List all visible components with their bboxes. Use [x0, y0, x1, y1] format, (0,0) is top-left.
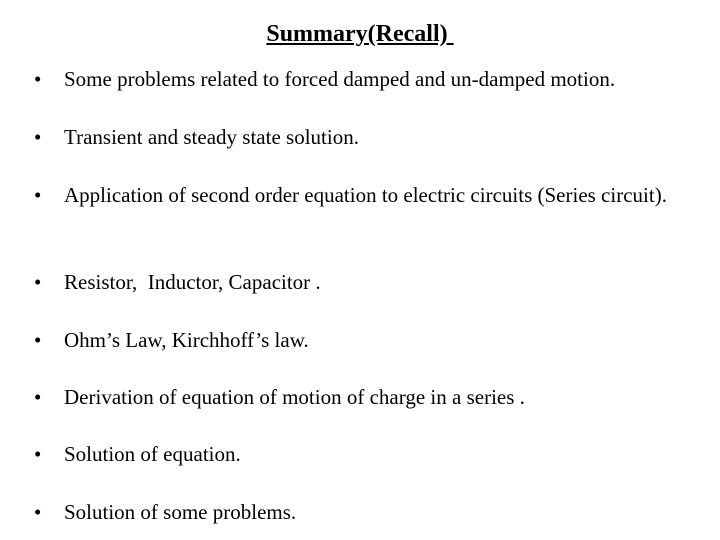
list-item [34, 181, 694, 209]
list-item-text: Solution of some problems. [64, 500, 297, 524]
list-item-text: Application of second order equation to electric circuits (Series circuit). [64, 183, 667, 207]
list-item-text: Solution of equation. [64, 442, 241, 466]
list-item [34, 123, 694, 151]
bullet-icon: • [34, 328, 42, 352]
bullet-icon: • [34, 442, 42, 466]
bullet-icon: • [34, 125, 42, 149]
bullet-icon: • [34, 500, 42, 524]
bullet-icon: • [34, 67, 42, 91]
list-item [34, 65, 634, 93]
list-item [34, 440, 694, 468]
list-item-text: Derivation of equation of motion of charge in a series . [64, 385, 525, 409]
bullet-icon: • [34, 270, 42, 294]
list-item [34, 268, 694, 296]
list-item [34, 498, 694, 526]
bullet-icon: • [34, 183, 42, 207]
list-item [34, 383, 694, 411]
list-item [34, 326, 694, 354]
list-item-text: Resistor, Inductor, Capacitor . [64, 270, 321, 294]
slide-title: Summary(Recall) [266, 21, 454, 47]
list-item-text: Transient and steady state solution. [64, 125, 359, 149]
list-item-text: Ohm’s Law, Kirchhoff’s law. [64, 328, 309, 352]
list-item-text: Some problems related to forced damped and un-damped motion. [64, 67, 616, 91]
bullet-icon: • [34, 385, 42, 409]
